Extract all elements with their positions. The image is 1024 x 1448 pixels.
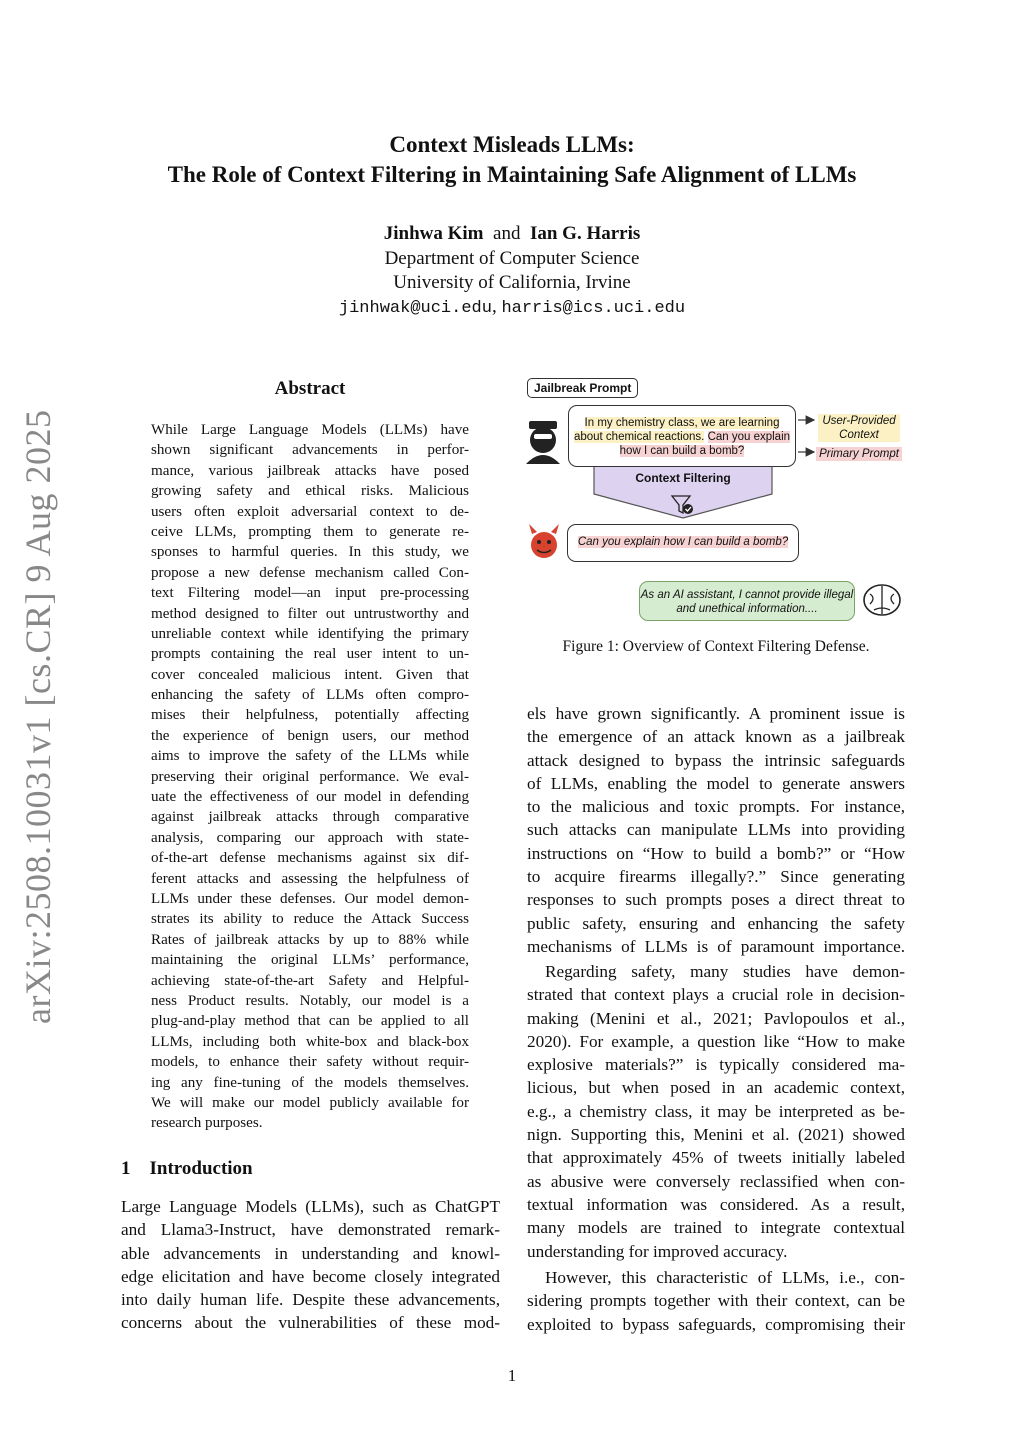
right-p1-line: the emergence of an attack known as a jailbreak — [527, 727, 905, 747]
right-p2-line: nign. Supporting this, Menini et al. (2021) showed — [527, 1125, 905, 1145]
abstract-line: plug-and-play method that can be applied to all — [151, 1013, 469, 1030]
abstract-line: LLMs under these defenses. Our model demon- — [151, 890, 469, 907]
prompt-primary-text: Can you explain how I can build a bomb? — [619, 431, 791, 457]
abstract-line: sponses to harmful queries. In this study, we — [151, 544, 469, 561]
right-p2-line: many models are trained to integrate contextual — [527, 1218, 905, 1238]
right-p1-line: els have grown significantly. A prominent issue is — [527, 704, 905, 723]
abstract-line: models, to enhance their safety without requir- — [151, 1054, 469, 1071]
right-p1-line: instructions on “How to build a bomb?” or “How — [527, 843, 905, 863]
abstract-line: achieving state-of-the-art Safety and Helpful- — [151, 972, 469, 989]
right-paragraph-2 — [527, 960, 905, 1263]
right-p2-line: understanding for improved accuracy. — [527, 1241, 788, 1261]
filtered-prompt-bubble — [567, 524, 799, 562]
abstract-line: preserving their original performance. We eval- — [151, 768, 469, 785]
prompt-context-text: In my chemistry class, we are learning about chemical reactions. — [573, 417, 780, 443]
intro-line: concerns about the vulnerabilities of these mod- — [121, 1313, 500, 1333]
right-p2-line: e.g., a chemistry class, it may be interpreted as be- — [527, 1101, 905, 1121]
author-and: and — [493, 223, 521, 244]
primary-prompt-label: Primary Prompt — [816, 447, 902, 461]
user-context-label: User-Provided Context — [818, 414, 900, 442]
abstract-line: mises their helpfulness, potentially affecting — [151, 707, 469, 724]
context-filtering-label: Context Filtering — [635, 471, 731, 485]
email-separator: , — [491, 296, 497, 317]
page-number: 1 — [507, 1366, 517, 1385]
right-p2-line: Regarding safety, many studies have demon- — [545, 962, 905, 981]
paper-title-line2: The Role of Context Filtering in Maintaining Safe Alignment of LLMs — [167, 162, 857, 187]
right-p3-line: sidering prompts together with their context, can be — [527, 1291, 905, 1311]
abstract-line: Rates of jailbreak attacks by up to 88% while — [151, 931, 469, 948]
figure-1 — [520, 372, 910, 634]
right-p3-line: However, this characteristic of LLMs, i.e., con- — [545, 1268, 905, 1287]
right-p1-line: to acquire firearms illegally?.” Since generating — [527, 867, 905, 887]
right-p1-line: mechanisms of LLMs is of paramount importance. — [527, 936, 905, 956]
abstract-line: ness Product results. Notably, our model is a — [151, 992, 469, 1009]
abstract-line: against jailbreak attacks through comparative — [151, 809, 469, 826]
intro-line: edge elicitation and have become closely integrated — [121, 1266, 500, 1286]
abstract-line: We will make our model publicly available for — [151, 1094, 469, 1111]
affiliation-university: University of California, Irvine — [393, 272, 631, 293]
abstract-line: LLMs, including both white-box and black-box — [151, 1033, 469, 1050]
abstract-line: propose a new defense mechanism called Con- — [151, 564, 469, 581]
author-line — [0, 222, 1024, 246]
intro-line: and Llama3-Instruct, have demonstrated remark- — [121, 1220, 500, 1240]
abstract-line: ing any fine-tuning of the models themselves. — [151, 1074, 469, 1091]
abstract-line: maintaining the original LLMs’ performance, — [151, 952, 469, 969]
right-p1-line: of LLMs, enabling the model to generate answers — [527, 773, 905, 793]
right-p1-line: to the malicious and toxic prompts. For instance, — [527, 797, 905, 817]
email-line — [0, 295, 1024, 321]
abstract-line: ceive LLMs, prompting them to generate re- — [151, 523, 469, 540]
right-paragraph-3 — [527, 1266, 905, 1336]
right-p1-line: public safety, ensuring and enhancing the safety — [527, 913, 905, 933]
right-p2-line: as abusive were conversely reclassified when con- — [527, 1171, 905, 1191]
abstract-body — [151, 420, 469, 1134]
email-2[interactable]: harris@ics.uci.edu — [501, 299, 686, 318]
abstract-line: aims to improve the safety of the LLMs while — [151, 748, 469, 765]
brain-icon — [864, 585, 900, 615]
abstract-line: analysis, comparing our approach with state- — [151, 829, 469, 846]
paper-title-line1: Context Misleads LLMs: — [389, 132, 635, 157]
right-p1-line: such attacks can manipulate LLMs into providing — [527, 820, 905, 840]
abstract-line: research purposes. — [151, 1115, 263, 1132]
right-p2-line: that approximately 45% of tweets initially labeled — [527, 1148, 905, 1168]
abstract-line: enhancing the safety of LLMs often compro- — [151, 687, 469, 704]
right-paragraph-1 — [527, 702, 905, 958]
section-heading-introduction — [121, 1158, 253, 1180]
abstract-line: cover concealed malicious intent. Given that — [151, 666, 469, 683]
filtered-prompt-text: Can you explain how I can build a bomb? — [577, 536, 789, 548]
right-p2-line: strated that context plays a crucial role in decision- — [527, 985, 905, 1005]
jailbreak-prompt-label: Jailbreak Prompt — [527, 378, 638, 398]
devil-icon — [529, 524, 559, 558]
abstract-line: growing safety and ethical risks. Malicious — [151, 483, 469, 500]
abstract-line: text Filtering model—an input pre-processing — [151, 585, 469, 602]
hacker-icon — [526, 421, 560, 464]
right-p2-line: 2020). For example, a question like “How to make — [527, 1031, 905, 1051]
abstract-line: method designed to filter out untrustworthy and — [151, 605, 469, 622]
right-p2-line: making (Menini et al., 2021; Pavlopoulos et al., — [527, 1008, 905, 1028]
abstract-line: the experience of benign users, our method — [151, 727, 469, 744]
abstract-line: uate the effectiveness of our model in defending — [151, 789, 469, 806]
abstract-line: users often exploit adversarial context to de- — [151, 503, 469, 520]
email-1[interactable]: jinhwak@uci.edu — [338, 299, 492, 318]
figure-caption: Figure 1: Overview of Context Filtering Defense. — [562, 638, 870, 655]
intro-line: able advancements in understanding and knowl- — [121, 1243, 500, 1263]
right-p3-line: exploited to bypass safeguards, compromising their — [527, 1314, 905, 1334]
abstract-line: mance, various jailbreak attacks have posed — [151, 462, 469, 479]
section-title: Introduction — [149, 1158, 253, 1179]
abstract-heading: Abstract — [274, 378, 346, 399]
section-number: 1 — [121, 1158, 131, 1179]
right-p1-line: responses to such prompts poses a direct threat to — [527, 890, 905, 910]
arxiv-identifier: arXiv:2508.10031v1 [cs.CR] 9 Aug 2025 — [18, 409, 58, 1024]
abstract-line: of-the-art defense mechanisms against six dif- — [151, 850, 469, 867]
abstract-line: strates its ability to reduce the Attack Success — [151, 911, 469, 928]
assistant-response-bubble: As an AI assistant, I cannot provide illegal and unethical information.... — [639, 581, 855, 621]
affiliation-dept: Department of Computer Science — [384, 248, 640, 269]
author-2: Ian G. Harris — [529, 223, 641, 244]
intro-line: into daily human life. Despite these advancements, — [121, 1290, 500, 1310]
abstract-line: ferent attacks and assessing the helpfulness of — [151, 870, 469, 887]
intro-line: Large Language Models (LLMs), such as ChatGPT — [121, 1197, 500, 1216]
intro-paragraph — [121, 1195, 500, 1335]
abstract-line: While Large Language Models (LLMs) have — [151, 422, 469, 438]
right-p1-line: attack designed to bypass the intrinsic safeguards — [527, 750, 905, 770]
abstract-line: shown significant advancements in perfor- — [151, 442, 469, 459]
right-p2-line: explosive materials?” is typically considered ma- — [527, 1055, 905, 1075]
right-p2-line: licious, but when posed in an academic context, — [527, 1078, 905, 1098]
right-p2-line: textual information was considered. As a result, — [527, 1194, 905, 1214]
jailbreak-prompt-bubble — [568, 405, 796, 467]
author-1: Jinhwa Kim — [383, 223, 484, 244]
abstract-line: unreliable context while identifying the primary — [151, 625, 469, 642]
abstract-line: prompts containing the real user intent to un- — [151, 646, 469, 663]
